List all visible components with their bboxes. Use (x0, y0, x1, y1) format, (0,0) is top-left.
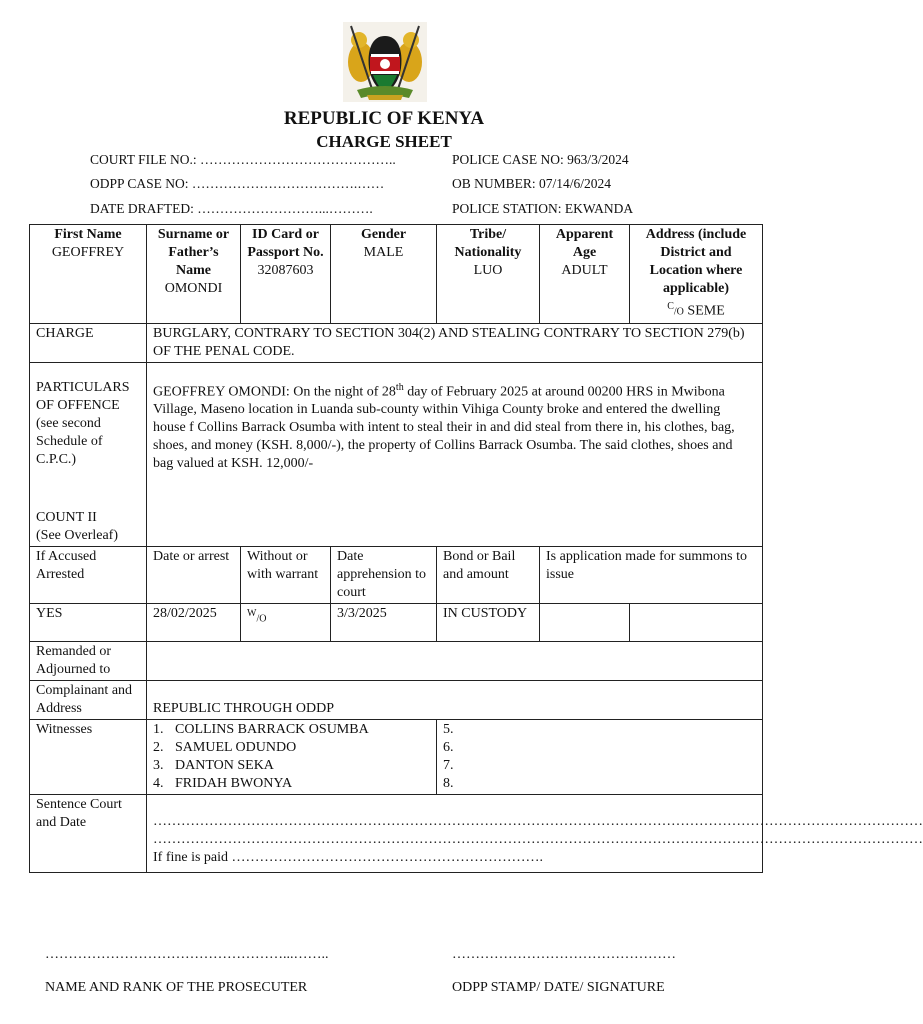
sentence-dotted-line: ………………………………………………………………………………………………………………………………………………… (153, 813, 923, 829)
surname-cell (147, 225, 241, 324)
witness-item: 4. FRIDAH BWONYA (153, 775, 293, 791)
accused-details-row (30, 225, 763, 324)
stamp-label: ODPP STAMP/ DATE/ SIGNATURE (452, 980, 665, 995)
id-card-value: 32087603 (257, 263, 314, 278)
sentence-cell (147, 794, 923, 872)
witnesses-label: Witnesses (30, 719, 147, 794)
witness-list-left (147, 719, 437, 794)
court-file-no: COURT FILE NO.: …………………………………….. (90, 152, 396, 167)
complainant-row (30, 680, 763, 719)
age-cell (540, 225, 630, 324)
apprehension-label: Date apprehension to court (331, 546, 437, 603)
charge-text: BURGLARY, CONTRARY TO SECTION 304(2) AND STEALING CONTRARY TO SECTION 279(b) OF THE PENAL CODE. (147, 323, 763, 362)
tribe-value: LUO (473, 263, 503, 278)
warrant-value: $^W$/O (241, 603, 331, 641)
particulars-row (30, 362, 763, 546)
charge-sheet-table (29, 224, 923, 873)
sentence-dotted-line: ………………………………………………………………………………………………………………………………………………… (153, 831, 923, 847)
remanded-label: Remanded or Adjourned to (30, 641, 147, 680)
tribe-label: Tribe/ Nationality (454, 227, 522, 260)
surname-value: OMONDI (164, 281, 223, 296)
bond-value: IN CUSTODY (437, 603, 540, 641)
prosecutor-label: NAME AND RANK OF THE PROSECUTER (45, 980, 308, 995)
witnesses-row (30, 719, 763, 794)
charge-row (30, 323, 763, 362)
document-subtitle: CHARGE SHEET (316, 132, 452, 151)
witness-slot: 8. (443, 775, 454, 791)
warrant-label: Without or with warrant (241, 546, 331, 603)
bond-label: Bond or Bail and amount (437, 546, 540, 603)
remanded-value (147, 641, 763, 680)
witness-item: 2. SAMUEL ODUNDO (153, 739, 297, 755)
arrest-header-row (30, 546, 763, 603)
witness-item: 3. DANTON SEKA (153, 757, 274, 773)
ob-number: OB NUMBER: 07/14/6/2024 (452, 176, 612, 191)
fine-paid-line: If fine is paid …………………………………………………………. (153, 849, 544, 865)
particulars-label-cell (30, 362, 147, 546)
witness-slot: 7. (443, 757, 454, 773)
apprehension-value: 3/3/2025 (331, 603, 437, 641)
first-name-value: GEOFFREY (51, 245, 125, 260)
stamp-signature-line: ………………………………………… (452, 947, 676, 962)
age-value: ADULT (561, 263, 608, 278)
if-arrested-label: If Accused Arrested (30, 546, 147, 603)
summons-value-b (630, 603, 763, 641)
age-label: Apparent Age (555, 227, 614, 260)
document-title: REPUBLIC OF KENYA (283, 108, 485, 129)
sentence-label: Sentence Court and Date (30, 794, 147, 872)
charge-label: CHARGE (30, 323, 147, 362)
address-label: Address (include District and Location where applicable) (645, 227, 747, 296)
odpp-case-no: ODPP CASE NO: ……………………………….…… (90, 176, 385, 191)
arrested-value: YES (30, 603, 147, 641)
date-drafted: DATE DRAFTED: ………………………...………. (90, 201, 373, 216)
gender-value: MALE (363, 245, 404, 260)
count-label: COUNT II (36, 509, 97, 525)
police-station: POLICE STATION: EKWANDA (452, 201, 634, 216)
coat-of-arms-icon (343, 22, 427, 102)
police-case-no: POLICE CASE NO: 963/3/2024 (452, 152, 629, 167)
arrest-values-row (30, 603, 763, 641)
particulars-text: GEOFFREY OMONDI: On the night of 28th day of February 2025 at around 00200 HRS in Mwibona Village, Maseno location in Luanda sub-county within Vihiga County broke and entered the dwelling house f Collins Barrack Osumba with intent to steal their in and did steal from there in, his clothes, bag, shoes, and money (KSH. 8,000/-), the property of Collins Barrack Osumba. The said clothes, shoes and bag valued at KSH. 12,000/- (147, 362, 763, 546)
particulars-label: PARTICULARS OF OFFENCE (36, 379, 130, 413)
witness-list-right (437, 719, 763, 794)
summons-value-a (540, 603, 630, 641)
witness-item: 1. COLLINS BARRACK OSUMBA (153, 721, 369, 737)
count-note: (See Overleaf) (36, 527, 119, 543)
first-name-cell (30, 225, 147, 324)
summons-label: Is application made for summons to issue (540, 546, 763, 603)
remanded-row (30, 641, 763, 680)
gender-cell (331, 225, 437, 324)
witness-slot: 6. (443, 739, 454, 755)
id-card-label: ID Card or Passport No. (247, 227, 324, 260)
complainant-value: REPUBLIC THROUGH ODDP (147, 680, 763, 719)
address-value: $^C$/O SEME (667, 301, 725, 319)
arrest-date-value: 28/02/2025 (147, 603, 241, 641)
tribe-cell (437, 225, 540, 324)
sentence-row (30, 794, 763, 872)
address-cell (630, 225, 763, 324)
prosecutor-signature-line: ……………………………………………...…….. (45, 947, 329, 962)
first-name-label: First Name (54, 227, 122, 242)
gender-label: Gender (360, 227, 407, 242)
witness-slot: 5. (443, 721, 454, 737)
particulars-note: (see second Schedule of C.P.C.) (36, 415, 103, 467)
arrest-date-label: Date or arrest (147, 546, 241, 603)
id-card-cell (241, 225, 331, 324)
complainant-label: Complainant and Address (30, 680, 147, 719)
surname-label: Surname or Father’s Name (157, 227, 230, 278)
